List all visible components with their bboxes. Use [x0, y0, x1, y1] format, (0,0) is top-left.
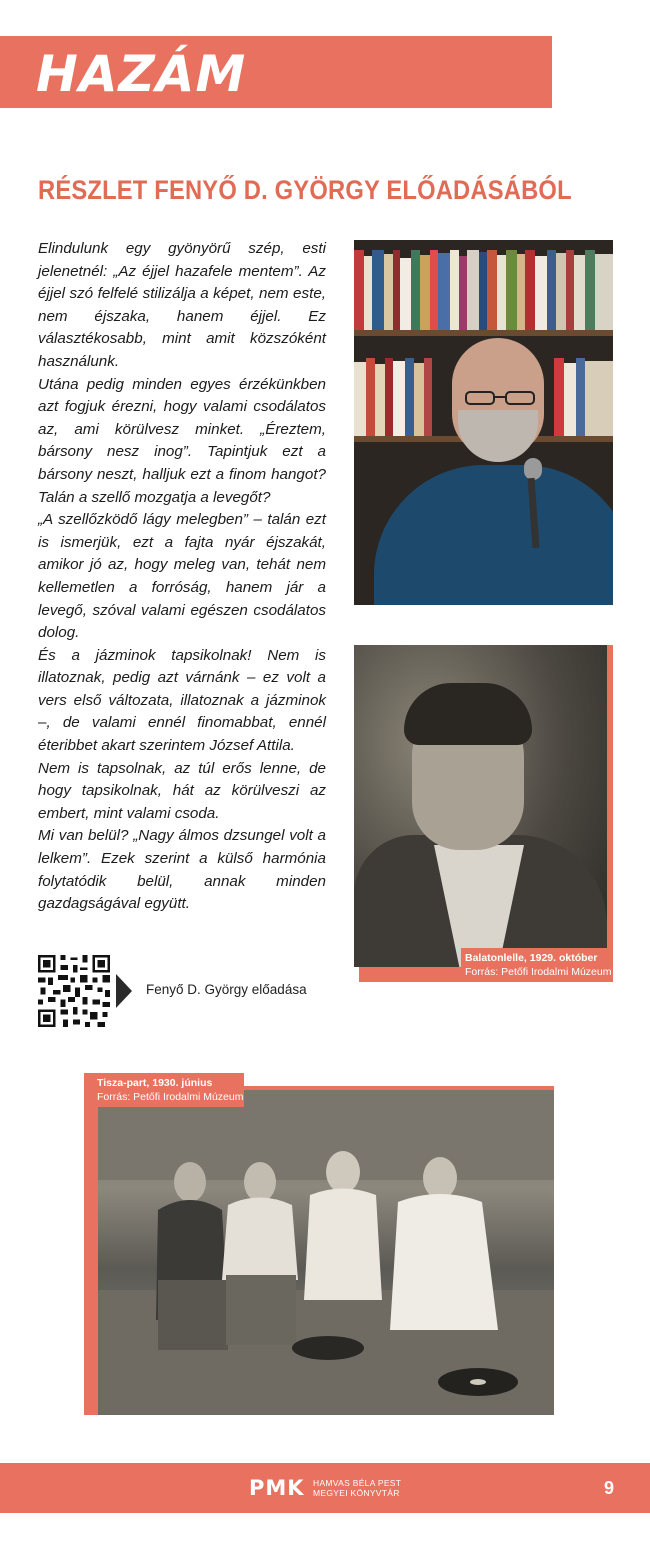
paragraph: Elindulunk egy gyönyörű szép, esti jelenetnél: „Az éjjel hazafele mentem”. Az éjjel szó felfelé stilizálja a képet, nem este, nem éjszaka, hanem éjjel. Ez választékosabb, mint amit közszóként használunk. — [38, 240, 326, 370]
glasses-icon — [462, 390, 538, 406]
paragraph: És a jázminok tapsikolnak! Nem is illatoznak, pedig azt várnánk – ez volt a vers első változata, illatoznak a jázminok –, de valami ennél finomabbat, ennél éteribbet akart szerintem József Attila. — [38, 646, 326, 755]
header-banner — [0, 36, 552, 108]
speaker-figure — [374, 465, 613, 605]
portrait-photo — [354, 645, 607, 967]
section-heading: RÉSZLET FENYŐ D. GYÖRGY ELŐADÁSÁBÓL — [38, 175, 572, 205]
article-body — [38, 238, 326, 916]
group-caption — [84, 1073, 244, 1107]
shelf — [354, 330, 613, 336]
caption-source: Forrás: Petőfi Irodalmi Múzeum — [465, 966, 612, 978]
paragraph: Mi van belül? „Nagy álmos dzsungel volt a lelkem”. Ezek szerint a külső harmónia folytatódik belül, annak minden gazdagságával együtt. — [38, 827, 326, 913]
library-logo[interactable]: PMK — [249, 1476, 305, 1500]
group-figures — [98, 1090, 554, 1415]
speaker-photo — [354, 240, 613, 605]
page-number: 9 — [604, 1478, 615, 1498]
arrow-right-icon — [116, 974, 132, 1008]
paragraph: Nem is tapsolnak, az túl erős lenne, de hogy tapsikolnak, hát az körülveszi az embert, mint valami csoda. — [38, 759, 326, 822]
page-title: HAZÁM — [36, 45, 247, 103]
library-name — [313, 1478, 401, 1498]
caption-source: Forrás: Petőfi Irodalmi Múzeum — [97, 1091, 244, 1103]
caption-title: Balatonlelle, 1929. október — [465, 952, 598, 964]
qr-code-icon[interactable] — [38, 955, 110, 1027]
library-name-line1: HAMVAS BÉLA PEST — [313, 1478, 402, 1488]
speaker-beard — [458, 410, 538, 462]
group-photo — [98, 1090, 554, 1415]
portrait-hair — [404, 683, 532, 745]
photo-frame-accent — [84, 1086, 98, 1415]
paragraph: Utána pedig minden egyes érzékünkben azt fogjuk érezni, hogy valami csodálatos az, ami körülvesz minket. „Éreztem, bársony nesz inog”. Tapintjuk ezt a bársony neszt, halljuk ezt a finom hangot? Talán a szellő mozgatja a levegőt? — [38, 375, 326, 506]
bookshelf-row — [354, 250, 613, 330]
paragraph: „A szellőzködő lágy melegben” – talán ezt is ismerjük, ezt a fajta nyár éjszakát, amikor jó az, hogy meleg van, tehát nem kellemetlen a forróság, hanem jár a levegő, szóval valami egészen csodálatos dolog. — [38, 511, 326, 642]
caption-title: Tisza-part, 1930. június — [97, 1077, 213, 1089]
qr-label: Fenyő D. György előadása — [146, 982, 307, 997]
footer — [0, 1463, 650, 1513]
library-name-line2: MEGYEI KÖNYVTÁR — [313, 1488, 400, 1498]
microphone-icon — [524, 458, 542, 480]
portrait-caption — [461, 948, 613, 982]
